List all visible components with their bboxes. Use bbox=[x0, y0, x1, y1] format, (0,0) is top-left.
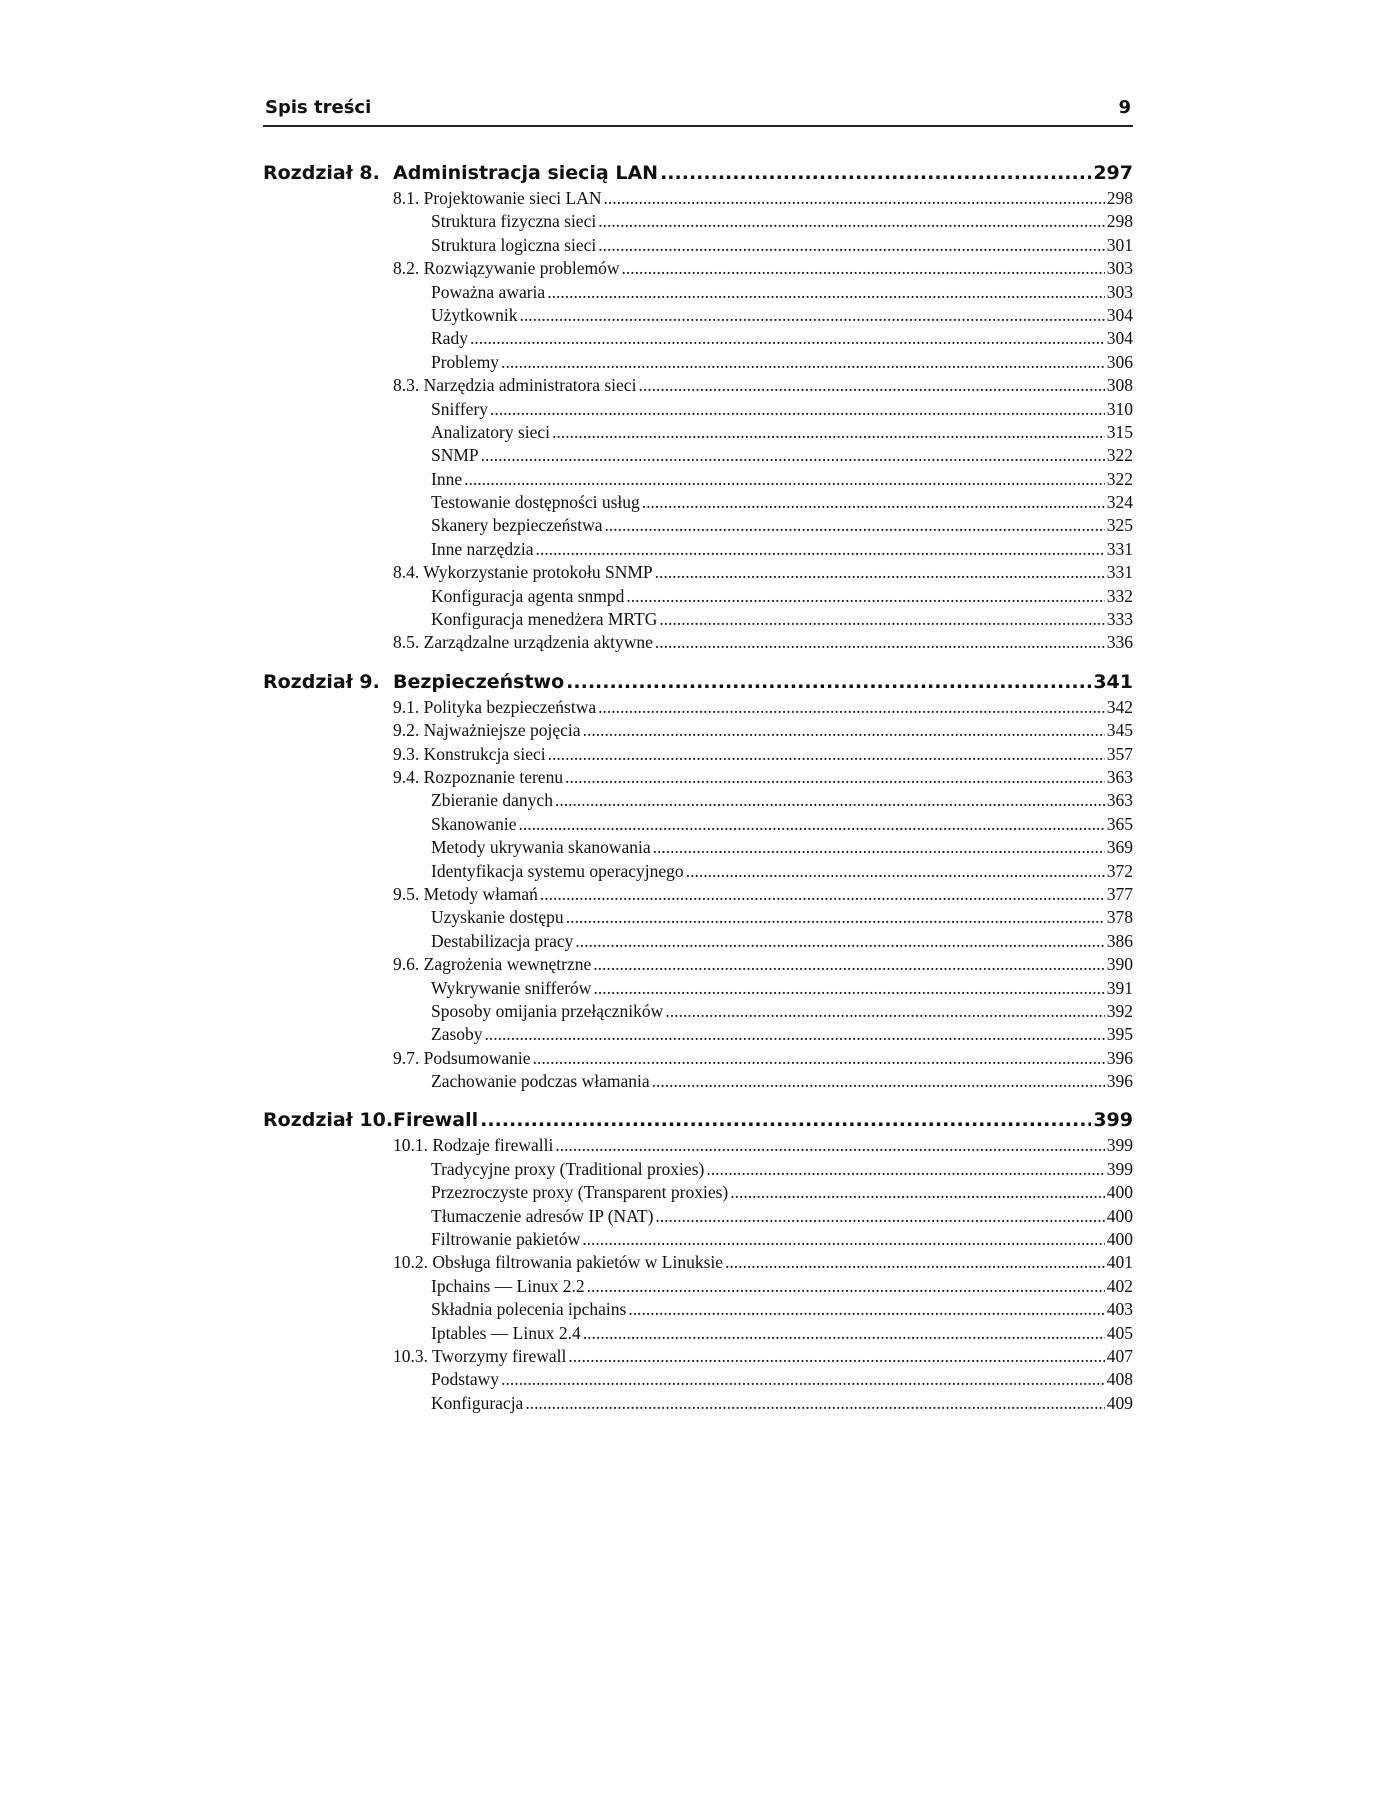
entry-title: 9.3. Konstrukcja sieci bbox=[393, 743, 546, 764]
entry-title: 9.5. Metody włamań bbox=[393, 883, 538, 904]
toc-subsection-entry[interactable] bbox=[263, 1298, 1133, 1321]
toc-section-entry[interactable] bbox=[263, 1251, 1133, 1274]
chapter-title: Firewall bbox=[393, 1109, 479, 1132]
entry-page-number: 399 bbox=[1106, 1135, 1133, 1156]
entry-title: Poważna awaria bbox=[431, 281, 546, 302]
entry-page-number: 315 bbox=[1106, 421, 1133, 442]
entry-page-number: 369 bbox=[1106, 837, 1133, 858]
toc-subsection-entry[interactable] bbox=[263, 1322, 1133, 1345]
dot-leader bbox=[725, 1251, 1105, 1274]
dot-leader bbox=[604, 187, 1105, 210]
entry-title: 10.1. Rodzaje firewalli bbox=[393, 1135, 554, 1156]
toc-subsection-entry[interactable] bbox=[263, 1158, 1133, 1181]
entry-page-number: 392 bbox=[1106, 1000, 1133, 1021]
toc-subsection-entry[interactable] bbox=[263, 906, 1133, 929]
dot-leader bbox=[593, 977, 1104, 1000]
dot-leader bbox=[665, 1000, 1104, 1023]
entry-page-number: 377 bbox=[1106, 883, 1133, 904]
dot-leader bbox=[621, 257, 1104, 280]
entry-title: 9.4. Rozpoznanie terenu bbox=[393, 766, 564, 787]
dot-leader bbox=[480, 1107, 1091, 1134]
page-number: 9 bbox=[1118, 97, 1131, 118]
dot-leader bbox=[659, 608, 1104, 631]
entry-page-number: 399 bbox=[1106, 1158, 1133, 1179]
dot-leader bbox=[536, 538, 1105, 561]
chapter-title: Administracja siecią LAN bbox=[393, 162, 659, 184]
toc-subsection-entry[interactable] bbox=[263, 1205, 1133, 1228]
entry-page-number: 304 bbox=[1106, 304, 1133, 325]
dot-leader bbox=[660, 160, 1091, 187]
dot-leader bbox=[525, 1392, 1104, 1415]
entry-page-number: 405 bbox=[1106, 1322, 1133, 1343]
entry-title: Zachowanie podczas włamania bbox=[431, 1071, 650, 1092]
toc-subsection-entry[interactable] bbox=[263, 813, 1133, 836]
dot-leader bbox=[582, 1228, 1105, 1251]
dot-leader bbox=[593, 953, 1105, 976]
toc-section-entry[interactable] bbox=[263, 883, 1133, 906]
entry-title: 10.3. Tworzymy firewall bbox=[393, 1345, 567, 1366]
dot-leader bbox=[547, 281, 1105, 304]
dot-leader bbox=[565, 766, 1105, 789]
entry-title: SNMP bbox=[431, 445, 479, 466]
entry-title: Destabilizacja pracy bbox=[431, 930, 574, 951]
dot-leader bbox=[520, 304, 1105, 327]
dot-leader bbox=[730, 1181, 1105, 1204]
dot-leader bbox=[587, 1275, 1105, 1298]
toc-section-entry[interactable] bbox=[263, 631, 1133, 654]
entry-page-number: 390 bbox=[1106, 954, 1133, 975]
entry-page-number: 407 bbox=[1106, 1345, 1133, 1366]
entry-title: Skanowanie bbox=[431, 813, 517, 834]
toc-section-entry[interactable] bbox=[263, 953, 1133, 976]
toc-subsection-entry[interactable] bbox=[263, 977, 1133, 1000]
dot-leader bbox=[642, 491, 1105, 514]
dot-leader bbox=[566, 669, 1091, 696]
dot-leader bbox=[501, 351, 1105, 374]
toc-subsection-entry[interactable] bbox=[263, 304, 1133, 327]
chapter-label: Rozdział 10. bbox=[263, 1109, 394, 1132]
dot-leader bbox=[655, 1205, 1104, 1228]
entry-page-number: 401 bbox=[1106, 1252, 1133, 1273]
chapter-page-number: 341 bbox=[1093, 670, 1133, 693]
entry-title: Zasoby bbox=[431, 1024, 483, 1045]
entry-title: Iptables — Linux 2.4 bbox=[431, 1322, 581, 1343]
entry-page-number: 304 bbox=[1106, 328, 1133, 349]
toc-subsection-entry[interactable] bbox=[263, 789, 1133, 812]
toc-subsection-entry[interactable] bbox=[263, 514, 1133, 537]
toc-subsection-entry[interactable] bbox=[263, 1368, 1133, 1391]
chapter-page-number: 297 bbox=[1093, 162, 1133, 184]
entry-title: Uzyskanie dostępu bbox=[431, 907, 564, 928]
chapter-page-number: 399 bbox=[1093, 1109, 1133, 1132]
toc-subsection-entry[interactable] bbox=[263, 1000, 1133, 1023]
entry-page-number: 325 bbox=[1106, 515, 1133, 536]
dot-leader bbox=[686, 860, 1105, 883]
entry-title: Zbieranie danych bbox=[431, 790, 553, 811]
entry-title: Metody ukrywania skanowania bbox=[431, 837, 651, 858]
entry-title: 9.2. Najważniejsze pojęcia bbox=[393, 720, 581, 741]
toc-subsection-entry[interactable] bbox=[263, 1023, 1133, 1046]
entry-page-number: 378 bbox=[1106, 907, 1133, 928]
running-header-title: Spis treści bbox=[265, 97, 372, 118]
entry-title: Skanery bezpieczeństwa bbox=[431, 515, 603, 536]
toc-subsection-entry[interactable] bbox=[263, 1275, 1133, 1298]
entry-title: Problemy bbox=[431, 351, 500, 372]
dot-leader bbox=[706, 1158, 1104, 1181]
entry-title: Przezroczyste proxy (Transparent proxies) bbox=[431, 1182, 729, 1203]
entry-title: Konfiguracja agenta snmpd bbox=[431, 585, 625, 606]
chapter-title: Bezpieczeństwo bbox=[393, 670, 565, 693]
dot-leader bbox=[533, 1047, 1105, 1070]
toc-section-entry[interactable] bbox=[263, 743, 1133, 766]
dot-leader bbox=[583, 1322, 1105, 1345]
entry-page-number: 342 bbox=[1106, 696, 1133, 717]
entry-title: Podstawy bbox=[431, 1369, 500, 1390]
toc-subsection-entry[interactable] bbox=[263, 281, 1133, 304]
dot-leader bbox=[598, 234, 1105, 257]
toc-subsection-entry[interactable] bbox=[263, 860, 1133, 883]
chapter-heading[interactable] bbox=[263, 160, 1133, 187]
chapter-heading[interactable] bbox=[263, 1107, 1133, 1134]
entry-page-number: 336 bbox=[1106, 632, 1133, 653]
entry-title: 8.3. Narzędzia administratora sieci bbox=[393, 375, 637, 396]
toc-subsection-entry[interactable] bbox=[263, 1070, 1133, 1093]
toc-subsection-entry[interactable] bbox=[263, 1228, 1133, 1251]
dot-leader bbox=[540, 883, 1105, 906]
entry-page-number: 372 bbox=[1106, 860, 1133, 881]
dot-leader bbox=[464, 468, 1105, 491]
toc-section-entry[interactable] bbox=[263, 187, 1133, 210]
entry-page-number: 402 bbox=[1106, 1275, 1133, 1296]
toc-subsection-entry[interactable] bbox=[263, 836, 1133, 859]
entry-page-number: 363 bbox=[1106, 790, 1133, 811]
dot-leader bbox=[653, 836, 1105, 859]
toc-subsection-entry[interactable] bbox=[263, 1392, 1133, 1415]
dot-leader bbox=[655, 631, 1105, 654]
entry-title: Konfiguracja menedżera MRTG bbox=[431, 609, 658, 630]
toc-subsection-entry[interactable] bbox=[263, 327, 1133, 350]
entry-title: Struktura logiczna sieci bbox=[431, 234, 597, 255]
table-of-contents bbox=[263, 160, 1133, 1415]
toc-section-entry[interactable] bbox=[263, 696, 1133, 719]
entry-page-number: 357 bbox=[1106, 743, 1133, 764]
dot-leader bbox=[519, 813, 1105, 836]
dot-leader bbox=[568, 1345, 1104, 1368]
entry-title: 9.6. Zagrożenia wewnętrzne bbox=[393, 954, 592, 975]
toc-subsection-entry[interactable] bbox=[263, 538, 1133, 561]
dot-leader bbox=[555, 1134, 1104, 1157]
toc-subsection-entry[interactable] bbox=[263, 468, 1133, 491]
entry-title: Rady bbox=[431, 328, 468, 349]
toc-section-entry[interactable] bbox=[263, 374, 1133, 397]
toc-subsection-entry[interactable] bbox=[263, 421, 1133, 444]
entry-page-number: 310 bbox=[1106, 398, 1133, 419]
entry-title: Wykrywanie snifferów bbox=[431, 977, 592, 998]
entry-page-number: 298 bbox=[1106, 211, 1133, 232]
entry-page-number: 303 bbox=[1106, 281, 1133, 302]
entry-title: Ipchains — Linux 2.2 bbox=[431, 1275, 585, 1296]
entry-title: Użytkownik bbox=[431, 304, 518, 325]
entry-title: 8.2. Rozwiązywanie problemów bbox=[393, 258, 620, 279]
running-header bbox=[263, 95, 1133, 127]
dot-leader bbox=[583, 719, 1105, 742]
dot-leader bbox=[638, 374, 1104, 397]
entry-page-number: 308 bbox=[1106, 375, 1133, 396]
entry-page-number: 322 bbox=[1106, 468, 1133, 489]
dot-leader bbox=[501, 1368, 1105, 1391]
dot-leader bbox=[605, 514, 1105, 537]
toc-subsection-entry[interactable] bbox=[263, 608, 1133, 631]
entry-page-number: 331 bbox=[1106, 562, 1133, 583]
dot-leader bbox=[548, 743, 1105, 766]
toc-section-entry[interactable] bbox=[263, 1047, 1133, 1070]
toc-subsection-entry[interactable] bbox=[263, 210, 1133, 233]
dot-leader bbox=[485, 1023, 1105, 1046]
entry-page-number: 298 bbox=[1106, 188, 1133, 208]
entry-page-number: 400 bbox=[1106, 1182, 1133, 1203]
dot-leader bbox=[652, 1070, 1105, 1093]
entry-title: Tłumaczenie adresów IP (NAT) bbox=[431, 1205, 654, 1226]
toc-subsection-entry[interactable] bbox=[263, 1181, 1133, 1204]
dot-leader bbox=[552, 421, 1105, 444]
entry-page-number: 396 bbox=[1106, 1047, 1133, 1068]
entry-page-number: 409 bbox=[1106, 1392, 1133, 1413]
entry-title: Składnia polecenia ipchains bbox=[431, 1299, 627, 1320]
toc-section-entry[interactable] bbox=[263, 1134, 1133, 1157]
entry-page-number: 306 bbox=[1106, 351, 1133, 372]
dot-leader bbox=[555, 789, 1105, 812]
toc-section-entry[interactable] bbox=[263, 561, 1133, 584]
entry-title: 8.1. Projektowanie sieci LAN bbox=[393, 188, 602, 208]
toc-subsection-entry[interactable] bbox=[263, 491, 1133, 514]
entry-page-number: 400 bbox=[1106, 1205, 1133, 1226]
entry-title: Konfiguracja bbox=[431, 1392, 524, 1413]
dot-leader bbox=[626, 585, 1104, 608]
entry-page-number: 331 bbox=[1106, 538, 1133, 559]
entry-title: Analizatory sieci bbox=[431, 421, 551, 442]
dot-leader bbox=[490, 398, 1105, 421]
toc-section-entry[interactable] bbox=[263, 766, 1133, 789]
entry-title: Identyfikacja systemu operacyjnego bbox=[431, 860, 684, 881]
entry-title: 10.2. Obsługa filtrowania pakietów w Linuksie bbox=[393, 1252, 724, 1273]
entry-page-number: 391 bbox=[1106, 977, 1133, 998]
dot-leader bbox=[566, 906, 1105, 929]
toc-subsection-entry[interactable] bbox=[263, 585, 1133, 608]
entry-title: 8.4. Wykorzystanie protokołu SNMP bbox=[393, 562, 653, 583]
dot-leader bbox=[575, 930, 1104, 953]
entry-title: Inne narzędzia bbox=[431, 538, 534, 559]
entry-page-number: 322 bbox=[1106, 445, 1133, 466]
entry-title: Tradycyjne proxy (Traditional proxies) bbox=[431, 1158, 705, 1179]
dot-leader bbox=[628, 1298, 1104, 1321]
chapter-label: Rozdział 8. bbox=[263, 162, 380, 184]
entry-title: 9.1. Polityka bezpieczeństwa bbox=[393, 696, 597, 717]
entry-title: 9.7. Podsumowanie bbox=[393, 1047, 531, 1068]
toc-subsection-entry[interactable] bbox=[263, 930, 1133, 953]
entry-page-number: 396 bbox=[1106, 1071, 1133, 1092]
dot-leader bbox=[598, 210, 1105, 233]
toc-section-entry[interactable] bbox=[263, 1345, 1133, 1368]
dot-leader bbox=[655, 561, 1105, 584]
entry-title: Inne bbox=[431, 468, 463, 489]
entry-page-number: 408 bbox=[1106, 1369, 1133, 1390]
chapter-label: Rozdział 9. bbox=[263, 670, 380, 693]
entry-page-number: 386 bbox=[1106, 930, 1133, 951]
toc-section-entry[interactable] bbox=[263, 257, 1133, 280]
entry-page-number: 303 bbox=[1106, 258, 1133, 279]
toc-subsection-entry[interactable] bbox=[263, 398, 1133, 421]
entry-page-number: 333 bbox=[1106, 609, 1133, 630]
entry-page-number: 365 bbox=[1106, 813, 1133, 834]
entry-page-number: 301 bbox=[1106, 234, 1133, 255]
entry-page-number: 363 bbox=[1106, 766, 1133, 787]
toc-subsection-entry[interactable] bbox=[263, 444, 1133, 467]
toc-subsection-entry[interactable] bbox=[263, 234, 1133, 257]
entry-title: Sniffery bbox=[431, 398, 489, 419]
entry-title: Testowanie dostępności usług bbox=[431, 492, 640, 513]
entry-title: 8.5. Zarządzalne urządzenia aktywne bbox=[393, 632, 653, 653]
toc-section-entry[interactable] bbox=[263, 719, 1133, 742]
entry-page-number: 324 bbox=[1106, 492, 1133, 513]
entry-title: Filtrowanie pakietów bbox=[431, 1229, 581, 1250]
entry-page-number: 345 bbox=[1106, 720, 1133, 741]
entry-page-number: 332 bbox=[1106, 585, 1133, 606]
entry-page-number: 400 bbox=[1106, 1229, 1133, 1250]
dot-leader bbox=[598, 696, 1105, 719]
entry-title: Sposoby omijania przełączników bbox=[431, 1000, 664, 1021]
dot-leader bbox=[481, 444, 1105, 467]
entry-page-number: 395 bbox=[1106, 1024, 1133, 1045]
chapter-heading[interactable] bbox=[263, 669, 1133, 696]
entry-page-number: 403 bbox=[1106, 1299, 1133, 1320]
entry-title: Struktura fizyczna sieci bbox=[431, 211, 597, 232]
toc-subsection-entry[interactable] bbox=[263, 351, 1133, 374]
dot-leader bbox=[470, 327, 1105, 350]
